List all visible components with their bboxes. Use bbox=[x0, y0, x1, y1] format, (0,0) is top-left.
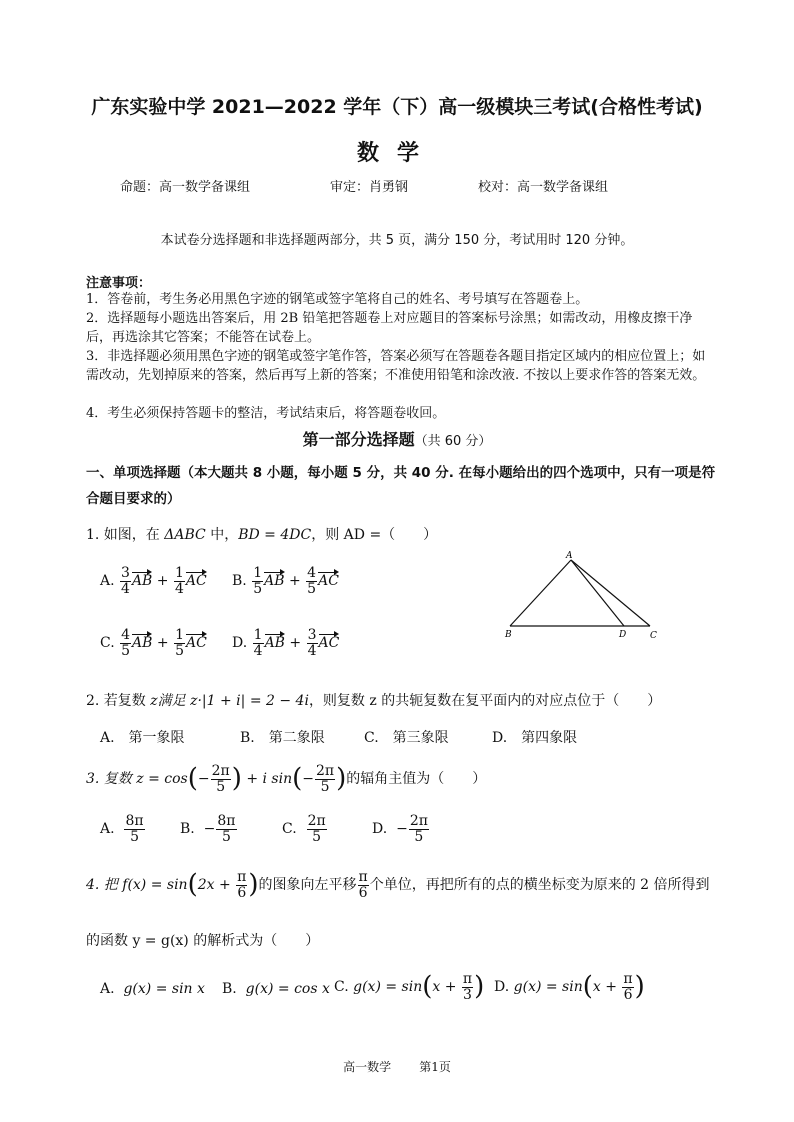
option-letter: B. bbox=[232, 573, 247, 590]
reviewer-credit: 审定：肖勇钢 bbox=[330, 180, 409, 195]
q1-option-b[interactable]: B. $\frac{1}{5}$ AB + $\frac{4}{5}$ AC bbox=[232, 565, 339, 597]
exam-title: 广东实验中学 2021—2022 学年（下）高一级模块三考试(合格性考试) bbox=[91, 96, 703, 118]
fraction: $\frac{\pi}{3}$ bbox=[462, 971, 473, 1003]
vector: AC bbox=[318, 635, 340, 652]
vertex-label-d: D bbox=[619, 630, 627, 640]
option-letter: A. bbox=[100, 821, 115, 838]
vertex-label-c: C bbox=[650, 631, 657, 641]
q2-option-b[interactable]: B. 第二象限 bbox=[240, 730, 325, 746]
q3-option-c[interactable] bbox=[282, 814, 328, 844]
segment-ad bbox=[571, 560, 624, 626]
vertex-label-b: B bbox=[505, 630, 512, 640]
paren: ) bbox=[336, 763, 347, 794]
option-inner: x + bbox=[592, 979, 622, 996]
fraction: $\frac{2\pi}{5}$ bbox=[307, 813, 326, 845]
option-inner: x + bbox=[432, 979, 461, 996]
option-expr: g(x) = sin bbox=[353, 979, 423, 996]
paren: ) bbox=[248, 869, 259, 900]
fraction: $\frac{4}{5}$ bbox=[307, 565, 317, 597]
option-letter: A. bbox=[100, 981, 115, 997]
q1-condition: BD = 4DC bbox=[238, 527, 312, 543]
q3-mid: + i sin bbox=[241, 771, 293, 788]
q4-option-d[interactable] bbox=[494, 972, 645, 1002]
fraction: $\frac{1}{4}$ bbox=[253, 627, 263, 659]
q3-option-a[interactable] bbox=[100, 814, 146, 844]
q1-option-a[interactable]: A. $\frac{3}{4}$ AB + $\frac{1}{4}$ AC bbox=[100, 565, 207, 597]
vector: AC bbox=[318, 573, 339, 590]
vector: AC bbox=[186, 635, 207, 652]
paren: ) bbox=[231, 763, 242, 794]
question-4-stem-cont: 的函数 y = g(x) 的解析式为（ ） bbox=[86, 933, 320, 949]
q1-ask: ，则 AD =（ ） bbox=[311, 527, 438, 543]
option-letter: B. bbox=[180, 821, 195, 838]
q4-shift-text: 的图象向左平移 bbox=[258, 877, 357, 894]
q4-function: 4. 把 f(x) = sin bbox=[86, 877, 188, 894]
vector: AC bbox=[185, 573, 207, 590]
fraction: $\frac{8\pi}{5}$ bbox=[217, 813, 236, 845]
paren: ) bbox=[474, 971, 485, 1002]
q2-option-d[interactable]: D. 第四象限 bbox=[492, 730, 578, 746]
q3-ask: 的辐角主值为（ ） bbox=[346, 771, 487, 788]
option-letter: B. bbox=[222, 981, 237, 997]
side-ab bbox=[510, 560, 571, 626]
vector: AB bbox=[264, 573, 285, 590]
fraction: $\frac{2\pi}{5}$ bbox=[316, 763, 335, 795]
notes-heading: 注意事项： bbox=[86, 276, 152, 291]
paren: ( bbox=[582, 971, 593, 1002]
q2-prefix: 2. 若复数 bbox=[86, 693, 151, 709]
option-letter: C. bbox=[100, 635, 115, 652]
option-letter: D. bbox=[372, 821, 388, 838]
q1-prefix: 1. 如图，在 bbox=[86, 527, 165, 543]
fraction: $\frac{\pi}{6}$ bbox=[358, 869, 368, 901]
paren: ( bbox=[187, 763, 198, 794]
option-letter: C. bbox=[334, 979, 349, 996]
paren: ( bbox=[292, 763, 303, 794]
q4-option-a[interactable] bbox=[100, 981, 205, 997]
fraction: $\frac{1}{4}$ bbox=[174, 565, 184, 597]
q3-prefix: 3. 复数 z = cos bbox=[86, 771, 188, 788]
section-heading: 一、单项选择题（本大题共 8 小题，每小题 5 分，共 40 分. 在每小题给出的四个选项中，只有一项是符合题目要求的） bbox=[86, 465, 716, 507]
option-letter: A. bbox=[100, 573, 115, 590]
part-title: 第一部分选择题 bbox=[302, 430, 415, 449]
exam-intro: 本试卷分选择题和非选择题两部分，共 5 页，满分 150 分，考试用时 120 分钟。 bbox=[160, 233, 634, 248]
exam-subject: 数学 bbox=[356, 141, 437, 166]
option-sign: − bbox=[396, 821, 408, 838]
q2-ask: ，则复数 z 的共轭复数在复平面内的对应点位于（ ） bbox=[308, 693, 662, 709]
question-3-stem: 3. 复数 z = cos(− $\frac{2\pi}{5}$ ) + i sin(− $\frac{2\pi}{5}$ )的辐角主值为（ ） bbox=[86, 763, 487, 795]
vector: AB bbox=[132, 635, 153, 652]
option-letter: C. bbox=[282, 821, 297, 838]
q2-z: z bbox=[150, 693, 158, 709]
fraction: $\frac{\pi}{6}$ bbox=[237, 869, 247, 901]
fraction: $\frac{1}{5}$ bbox=[253, 565, 263, 597]
vector: AB bbox=[131, 573, 153, 590]
q4-inner: 2x + bbox=[197, 877, 236, 894]
option-sign: − bbox=[203, 821, 216, 838]
question-4-stem bbox=[86, 870, 710, 900]
q2-option-a[interactable]: A. 第一象限 bbox=[100, 730, 185, 746]
q4-option-b[interactable] bbox=[222, 981, 330, 997]
footer-subject: 高一数学 bbox=[343, 1060, 392, 1074]
q4-scale-text: 个单位，再把所有的点的横坐标变为原来的 2 倍所得到 bbox=[369, 877, 710, 894]
fraction: $\frac{1}{5}$ bbox=[175, 627, 185, 659]
note-item: 1．答卷前，考生务必用黑色字迹的钢笔或签字笔将自己的姓名、考号填写在答题卷上。 bbox=[86, 292, 589, 307]
paren: ) bbox=[634, 971, 645, 1002]
part-heading bbox=[0, 427, 794, 450]
page-footer bbox=[0, 1058, 794, 1075]
proofreader-credit: 校对：高一数学备课组 bbox=[478, 180, 609, 195]
paren: ( bbox=[422, 971, 433, 1002]
note-item: 4．考生必须保持答题卡的整洁，考试结束后，将答题卷收回。 bbox=[86, 406, 446, 421]
q2-option-c[interactable]: C. 第三象限 bbox=[364, 730, 449, 746]
q1-mid: 中， bbox=[205, 527, 239, 543]
question-1-stem bbox=[86, 524, 437, 544]
setter-credit: 命题：高一数学备课组 bbox=[120, 180, 251, 195]
footer-page: 第1页 bbox=[419, 1060, 451, 1074]
side-ac bbox=[571, 560, 650, 626]
fraction: $\frac{2\pi}{5}$ bbox=[211, 763, 230, 795]
part-score: （共 60 分） bbox=[414, 434, 492, 449]
fraction: $\frac{4}{5}$ bbox=[121, 627, 131, 659]
triangle-figure bbox=[500, 550, 670, 645]
option-letter: D. bbox=[494, 979, 510, 996]
q1-option-c[interactable]: C. $\frac{4}{5}$ AB + $\frac{1}{5}$ AC bbox=[100, 627, 207, 659]
q1-option-d[interactable]: D. $\frac{1}{4}$ AB + $\frac{3}{4}$ AC bbox=[232, 627, 340, 659]
option-expr: g(x) = sin bbox=[513, 979, 583, 996]
question-2-stem bbox=[86, 690, 661, 710]
fraction: $\frac{3}{4}$ bbox=[121, 565, 130, 597]
q1-triangle: ΔABC bbox=[164, 527, 206, 543]
fraction: $\frac{3}{4}$ bbox=[307, 627, 317, 659]
fraction: $\frac{8\pi}{5}$ bbox=[125, 813, 144, 845]
q3-option-b[interactable] bbox=[180, 814, 238, 844]
vector: AB bbox=[264, 635, 285, 652]
vertex-label-a: A bbox=[566, 551, 573, 561]
paren: ( bbox=[187, 869, 198, 900]
q3-option-d[interactable] bbox=[372, 814, 430, 844]
option-expr: g(x) = cos x bbox=[245, 981, 330, 997]
q4-option-c[interactable] bbox=[334, 972, 484, 1002]
q2-condition: 满足 z·|1 + i| = 2 − 4i bbox=[157, 693, 309, 709]
option-letter: D. bbox=[232, 635, 248, 652]
note-item: 3．非选择题必须用黑色字迹的钢笔或签字笔作答，答案必须写在答题卷各题目指定区域内的相应位置上；如需改动，先划掉原来的答案，然后再写上新的答案；不准使用铅笔和涂改液. 不按以上要求作答的答案无效。 bbox=[86, 349, 706, 383]
note-item: 2．选择题每小题选出答案后，用 2B 铅笔把答题卷上对应题目的答案标号涂黑；如需改动，用橡皮擦干净后，再选涂其它答案；不能答在试卷上。 bbox=[86, 311, 693, 345]
fraction: $\frac{2\pi}{5}$ bbox=[409, 813, 428, 845]
option-expr: g(x) = sin x bbox=[123, 981, 205, 997]
fraction: $\frac{\pi}{6}$ bbox=[623, 971, 633, 1003]
